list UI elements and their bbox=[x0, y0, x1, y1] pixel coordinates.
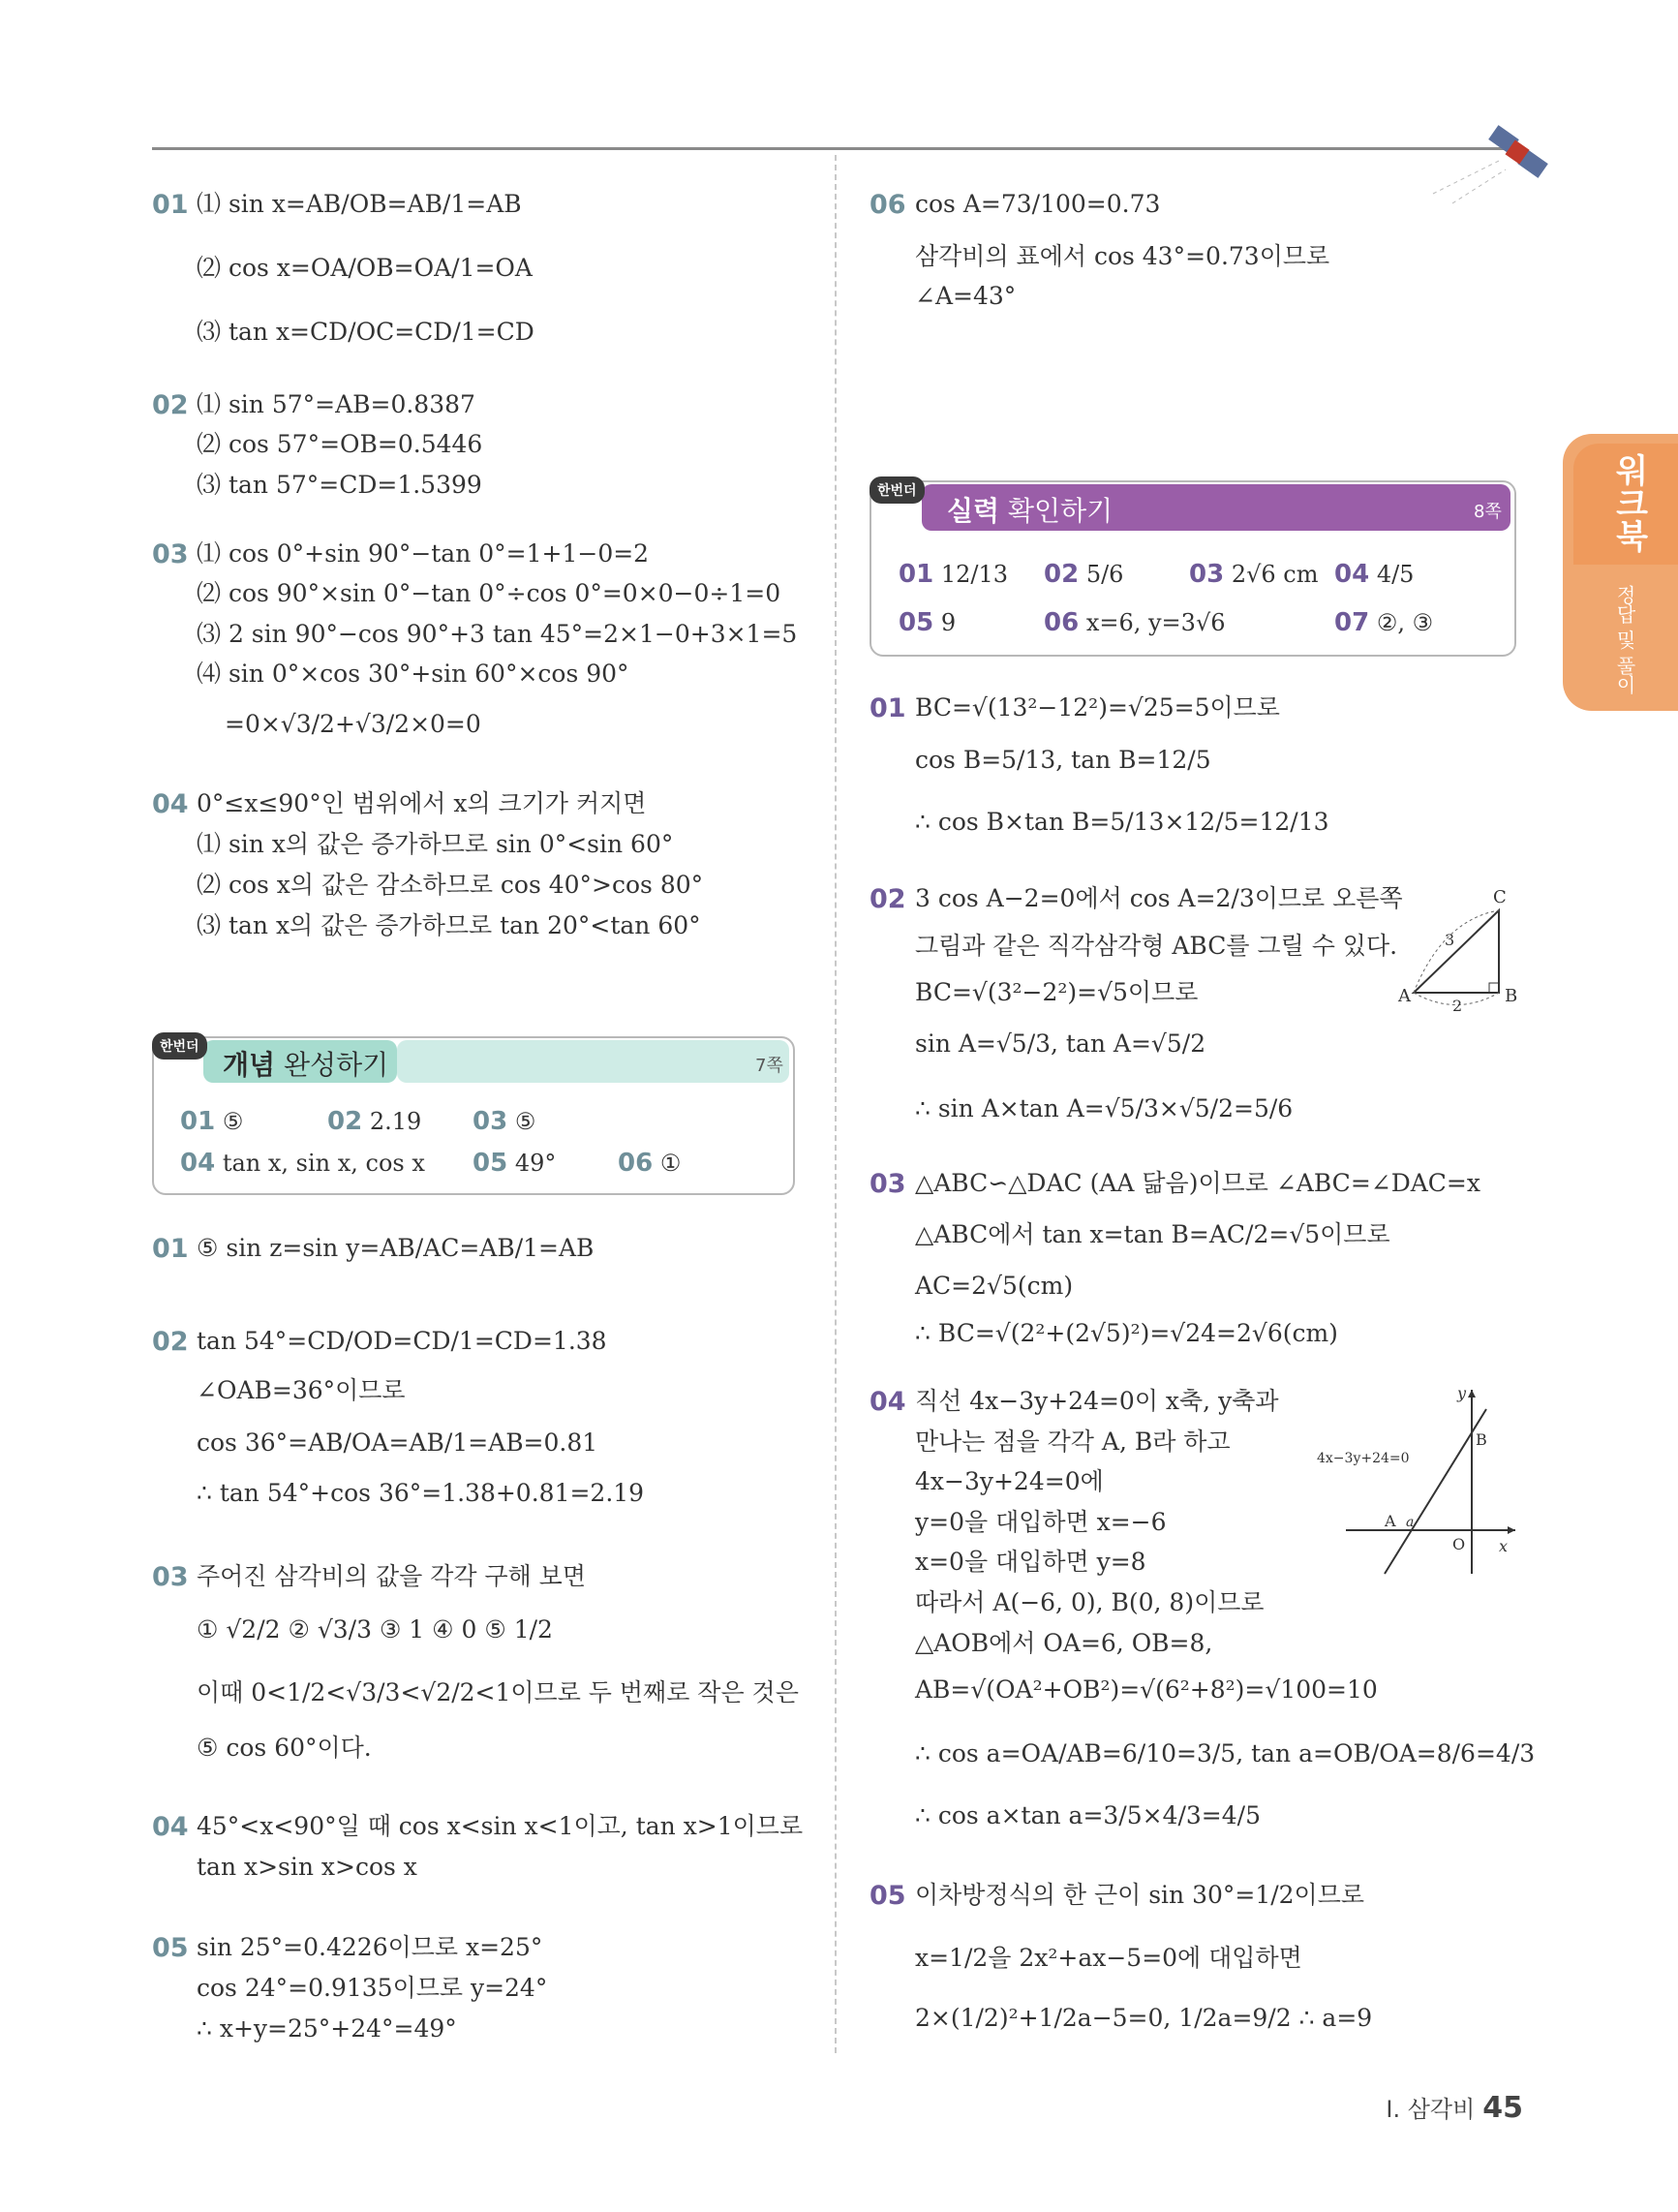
solution-line: △ABC에서 tan x=tan B=AC/2=√5이므로 bbox=[915, 1220, 1390, 1248]
satellite-icon bbox=[1423, 107, 1549, 213]
solution-line: ∠A=43° bbox=[915, 282, 1017, 310]
problem-number: 05 bbox=[152, 1933, 189, 1963]
problem-number: 01 bbox=[870, 693, 906, 723]
solution-line: x=1/2을 2x²+ax−5=0에 대입하면 bbox=[915, 1944, 1302, 1972]
page-number: 45 bbox=[1482, 2091, 1523, 2125]
svg-text:4x−3y+24=0: 4x−3y+24=0 bbox=[1317, 1451, 1410, 1466]
side-tab-subtitle: 정답 및 풀이 bbox=[1613, 585, 1636, 694]
top-rule bbox=[152, 147, 1512, 150]
solution-line: ⑵ cos x=OA/OB=OA/1=OA bbox=[197, 254, 533, 282]
solution-line: BC=√(3²−2²)=√5이므로 bbox=[915, 978, 1199, 1006]
problem-number: 03 bbox=[152, 1562, 189, 1592]
solution-line: ∴ x+y=25°+24°=49° bbox=[197, 2014, 457, 2043]
problem-number: 05 bbox=[870, 1881, 906, 1911]
concept-title-bar-ext bbox=[397, 1040, 789, 1083]
right-triangle-figure bbox=[1385, 881, 1520, 1017]
concept-answer: 02 2.19 bbox=[327, 1107, 422, 1136]
solution-line: ⑶ tan x=CD/OC=CD/1=CD bbox=[197, 318, 534, 346]
solution-line: 45°<x<90°일 때 cos x<sin x<1이고, tan x>1이므로 bbox=[197, 1812, 804, 1840]
solution-line: cos B=5/13, tan B=12/5 bbox=[915, 746, 1211, 774]
solution-line: ⑴ sin x의 값은 증가하므로 sin 0°<sin 60° bbox=[197, 830, 674, 858]
triangle-label: C bbox=[1493, 887, 1507, 907]
solution-line: ∴ cos a×tan a=3/5×4/3=4/5 bbox=[915, 1801, 1261, 1829]
skill-answer: 01 12/13 bbox=[899, 560, 1008, 589]
concept-title bbox=[223, 1044, 388, 1083]
svg-text:O: O bbox=[1452, 1535, 1466, 1553]
line-graph-figure bbox=[1317, 1385, 1520, 1579]
svg-text:y: y bbox=[1457, 1385, 1467, 1402]
concept-pill: 한번더 bbox=[152, 1032, 207, 1060]
problem-number: 02 bbox=[152, 390, 189, 420]
solution-line: cos 36°=AB/OA=AB/1=AB=0.81 bbox=[197, 1429, 598, 1457]
skill-answer: 04 4/5 bbox=[1334, 560, 1415, 589]
solution-line: cos 24°=0.9135이므로 y=24° bbox=[197, 1974, 548, 2002]
solution-line: ⑤ cos 60°이다. bbox=[197, 1734, 372, 1762]
solution-line: 주어진 삼각비의 값을 각각 구해 보면 bbox=[197, 1562, 586, 1590]
solution-line: AC=2√5(cm) bbox=[915, 1272, 1074, 1300]
solution-line: ⑶ tan 57°=CD=1.5399 bbox=[197, 471, 482, 499]
solution-line: 삼각비의 표에서 cos 43°=0.73이므로 bbox=[915, 242, 1330, 270]
solution-line: ∴ BC=√(2²+(2√5)²)=√24=2√6(cm) bbox=[915, 1319, 1338, 1347]
solution-line: sin A=√5/3, tan A=√5/2 bbox=[915, 1029, 1206, 1058]
solution-line: 3 cos A−2=0에서 cos A=2/3이므로 오른쪽 bbox=[915, 884, 1403, 912]
problem-number: 06 bbox=[870, 190, 906, 220]
problem-number: 04 bbox=[152, 1812, 189, 1842]
concept-answer: 03 ⑤ bbox=[473, 1107, 536, 1136]
solution-line: 4x−3y+24=0에 bbox=[915, 1467, 1104, 1495]
solution-line: 만나는 점을 각각 A, B라 하고 bbox=[915, 1428, 1231, 1456]
solution-line: 이차방정식의 한 근이 sin 30°=1/2이므로 bbox=[915, 1881, 1365, 1909]
solution-line: △AOB에서 OA=6, OB=8, bbox=[915, 1629, 1213, 1657]
triangle-label: 2 bbox=[1452, 997, 1463, 1015]
concept-answer: 06 ① bbox=[618, 1149, 682, 1178]
solution-line: ∴ sin A×tan A=√5/3×√5/2=5/6 bbox=[915, 1094, 1294, 1122]
skill-answer: 03 2√6 cm bbox=[1189, 560, 1319, 589]
solution-line: AB=√(OA²+OB²)=√(6²+8²)=√100=10 bbox=[915, 1675, 1378, 1704]
skill-answer: 02 5/6 bbox=[1044, 560, 1124, 589]
solution-line: ① √2/2 ② √3/3 ③ 1 ④ 0 ⑤ 1/2 bbox=[197, 1615, 553, 1644]
problem-number: 04 bbox=[870, 1387, 906, 1417]
problem-number: 01 bbox=[152, 1234, 189, 1264]
skill-title-rest: 확인하기 bbox=[999, 495, 1114, 527]
column-divider bbox=[835, 155, 837, 2053]
chapter-label: I. 삼각비 bbox=[1386, 2096, 1476, 2123]
solution-line: 따라서 A(−6, 0), B(0, 8)이므로 bbox=[915, 1588, 1265, 1616]
svg-text:B: B bbox=[1476, 1430, 1487, 1449]
solution-line: ⑶ tan x의 값은 증가하므로 tan 20°<tan 60° bbox=[197, 911, 701, 939]
concept-answer: 05 49° bbox=[473, 1149, 557, 1178]
solution-line: ∴ cos a=OA/AB=6/10=3/5, tan a=OB/OA=8/6=4/3 bbox=[915, 1739, 1536, 1767]
solution-line: y=0을 대입하면 x=−6 bbox=[915, 1508, 1167, 1536]
solution-line: 그림과 같은 직각삼각형 ABC를 그릴 수 있다. bbox=[915, 932, 1398, 960]
solution-line: x=0을 대입하면 y=8 bbox=[915, 1548, 1146, 1576]
skill-answer: 05 9 bbox=[899, 608, 957, 637]
solution-line: ⑶ 2 sin 90°−cos 90°+3 tan 45°=2×1−0+3×1=5 bbox=[197, 620, 798, 648]
page-footer bbox=[1386, 2090, 1523, 2125]
concept-title-rest: 완성하기 bbox=[275, 1049, 389, 1081]
solution-line: ⑴ sin 57°=AB=0.8387 bbox=[197, 390, 475, 418]
concept-title-bold: 개념 bbox=[223, 1049, 276, 1081]
side-tab-title: 워크북 bbox=[1609, 453, 1648, 552]
problem-number: 01 bbox=[152, 190, 189, 220]
concept-answer: 04 tan x, sin x, cos x bbox=[180, 1149, 425, 1178]
solution-line: 직선 4x−3y+24=0이 x축, y축과 bbox=[915, 1387, 1279, 1415]
solution-line: tan 54°=CD/OD=CD/1=CD=1.38 bbox=[197, 1327, 607, 1355]
skill-pill: 한번더 bbox=[870, 476, 925, 504]
skill-title-bold: 실력 bbox=[947, 495, 1000, 527]
solution-line: 0°≤x≤90°인 범위에서 x의 크기가 커지면 bbox=[197, 789, 647, 817]
solution-line: ∴ tan 54°+cos 36°=1.38+0.81=2.19 bbox=[197, 1479, 645, 1507]
problem-number: 03 bbox=[870, 1169, 906, 1199]
svg-text:a: a bbox=[1406, 1515, 1415, 1530]
triangle-label: A bbox=[1398, 986, 1411, 1006]
svg-text:x: x bbox=[1499, 1537, 1509, 1555]
triangle-label: 3 bbox=[1445, 931, 1455, 949]
solution-line: ⑵ cos x의 값은 감소하므로 cos 40°>cos 80° bbox=[197, 871, 704, 899]
solution-line: BC=√(13²−12²)=√25=5이므로 bbox=[915, 693, 1280, 722]
skill-answer: 06 x=6, y=3√6 bbox=[1044, 608, 1226, 637]
solution-line: 2×(1/2)²+1/2a−5=0, 1/2a=9/2 ∴ a=9 bbox=[915, 2004, 1373, 2032]
solution-line: ∠OAB=36°이므로 bbox=[197, 1376, 406, 1404]
solution-line: sin 25°=0.4226이므로 x=25° bbox=[197, 1933, 543, 1961]
triangle-label: B bbox=[1505, 986, 1518, 1006]
concept-page: 7쪽 bbox=[755, 1056, 783, 1076]
problem-number: 02 bbox=[870, 884, 906, 914]
solution-line: tan x>sin x>cos x bbox=[197, 1853, 417, 1881]
svg-text:A: A bbox=[1385, 1512, 1396, 1530]
problem-number: 03 bbox=[152, 539, 189, 569]
solution-line: ⑷ sin 0°×cos 30°+sin 60°×cos 90° bbox=[197, 660, 629, 688]
skill-page: 8쪽 bbox=[1474, 502, 1502, 522]
solution-line: ⑴ sin x=AB/OB=AB/1=AB bbox=[197, 190, 522, 218]
solution-line: △ABC∽△DAC (AA 닮음)이므로 ∠ABC=∠DAC=x bbox=[915, 1169, 1480, 1197]
solution-line: =0×√3/2+√3/2×0=0 bbox=[225, 710, 481, 738]
solution-line: cos A=73/100=0.73 bbox=[915, 190, 1161, 218]
solution-line: ⑵ cos 57°=OB=0.5446 bbox=[197, 430, 483, 458]
solution-line: ∴ cos B×tan B=5/13×12/5=12/13 bbox=[915, 808, 1329, 836]
solution-line: ⑵ cos 90°×sin 0°−tan 0°÷cos 0°=0×0−0÷1=0 bbox=[197, 579, 781, 607]
solution-line: ⑴ cos 0°+sin 90°−tan 0°=1+1−0=2 bbox=[197, 539, 650, 568]
solution-line: 이때 0<1/2<√3/3<√2/2<1이므로 두 번째로 작은 것은 bbox=[197, 1678, 799, 1706]
skill-answer: 07 ②, ③ bbox=[1334, 608, 1434, 637]
problem-number: 02 bbox=[152, 1327, 189, 1357]
skill-title bbox=[947, 490, 1113, 529]
problem-number: 04 bbox=[152, 789, 189, 819]
concept-answer: 01 ⑤ bbox=[180, 1107, 244, 1136]
solution-line: ⑤ sin z=sin y=AB/AC=AB/1=AB bbox=[197, 1234, 595, 1262]
